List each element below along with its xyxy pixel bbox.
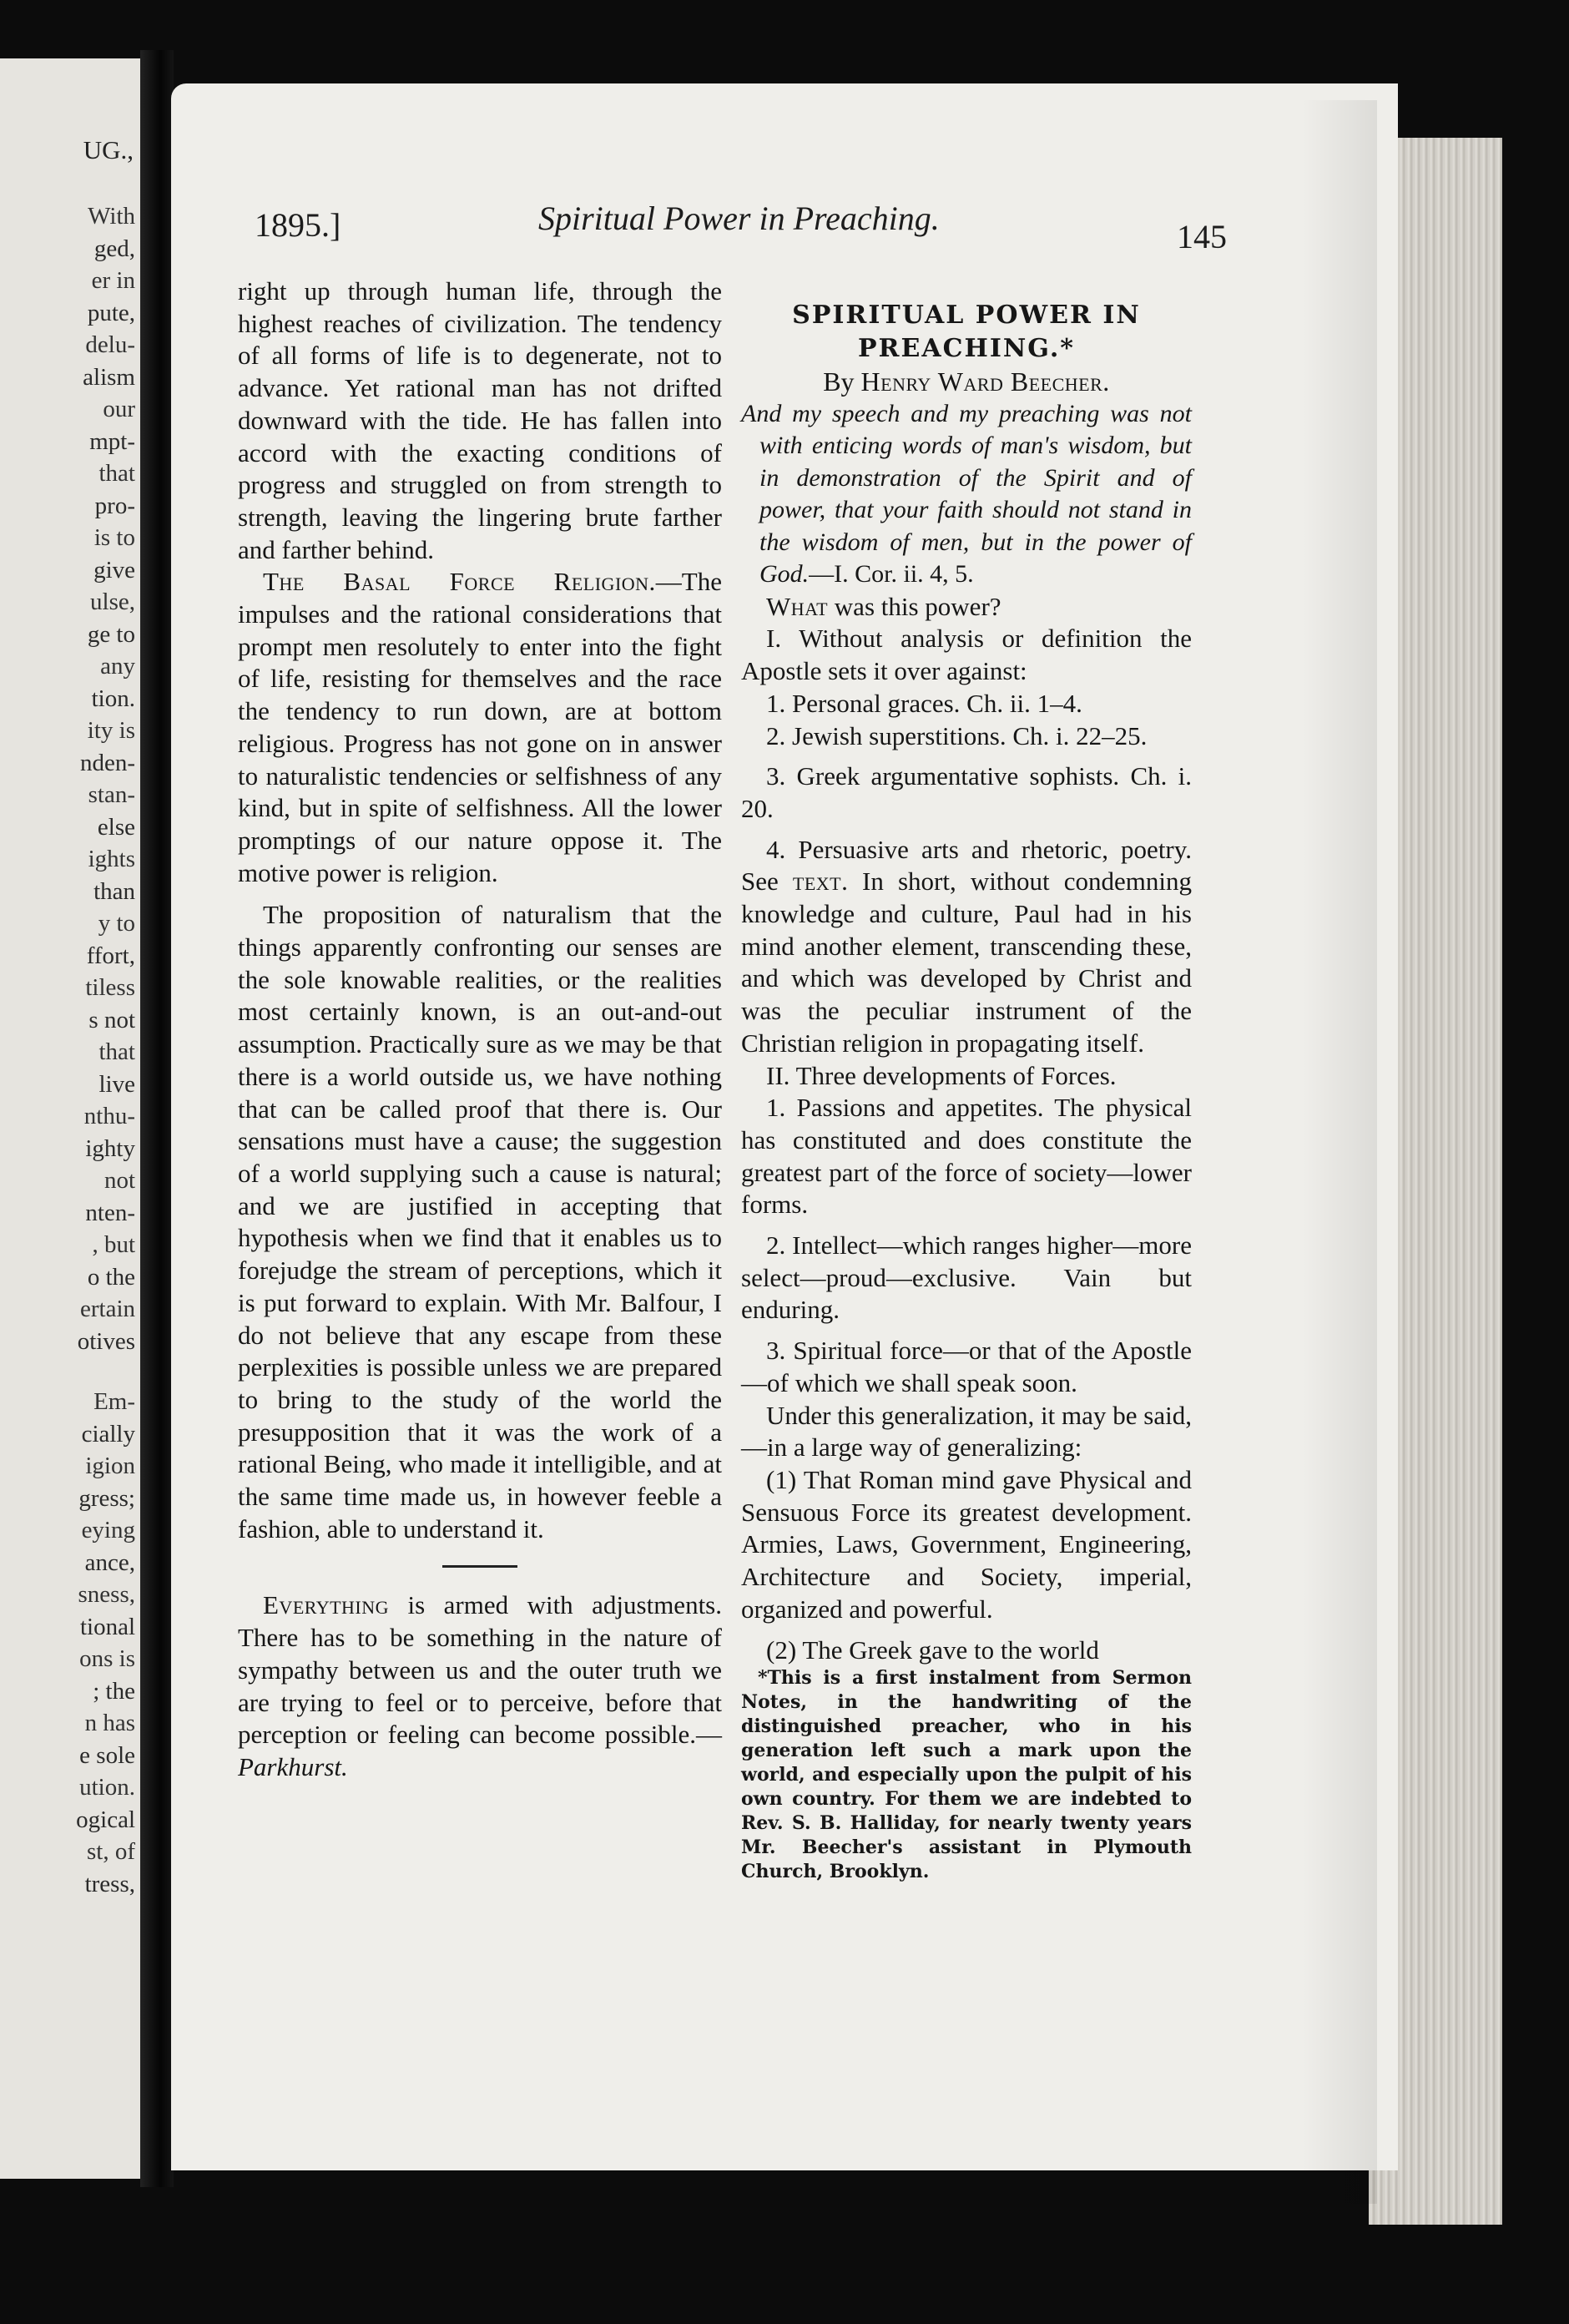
outline-item: 2. Intellect—which ranges higher—more select—proud—exclusive. Vain but enduring. (741, 1230, 1192, 1325)
previous-page-line: Em- (93, 1388, 135, 1415)
previous-page-line: not (103, 1167, 135, 1194)
previous-page-line: mpt- (89, 427, 135, 455)
page-number: 145 (1177, 218, 1227, 255)
running-head-title: Spiritual Power in Preaching. (538, 200, 940, 237)
paragraph-body: was this power? (828, 591, 1001, 621)
previous-page-line: ged, (93, 235, 135, 262)
previous-page-line: is to (93, 524, 135, 551)
epigraph-reference: —I. Cor. ii. 4, 5. (809, 560, 974, 589)
previous-page-line: stan- (88, 781, 135, 808)
footnote: *This is a first instalment from Sermon Notes, in the handwriting of the distinguished preacher, who in his generation left such a mark upon the world, and especially upon the pulpit of his own country. For them we are indebted to Rev. S. B. Halliday, for nearly twenty years Mr. Beecher's assistant in Plymouth Church, Brooklyn. (741, 1667, 1192, 1883)
outline-item: (1) That Roman mind gave Physical and Sensuous Force its greatest development. Armies, Laws, Government, Engineering, Architecture and Society, imperial, organized and powerful. (741, 1464, 1192, 1624)
previous-page-line: alism (83, 363, 135, 391)
previous-page-line: pute, (87, 299, 135, 326)
previous-page-line: that (98, 1038, 135, 1065)
previous-page-line: else (97, 813, 135, 841)
paragraph (741, 591, 1192, 624)
outline-item: II. Three developments of Forces. (766, 1060, 1117, 1090)
paragraph-body: —The impulses and the rational considerations that prompt men resolutely to enter into the fight of life, resisting for themselves and the race the tendency to run down, are at bottom religious. Progress has not gone on in answer to naturalistic tendencies or selfishness of any kind, but in spite of selfishness. All the lower promptings of our nature oppose it. The motive power is religion. (238, 567, 722, 887)
previous-page-line: sness, (78, 1581, 135, 1608)
previous-page-line: nden- (79, 749, 135, 776)
epigraph-text: And my speech and my preaching was not with enticing words of man's wisdom, but in demonstration of the Spirit and of power, that your faith should not stand in the wisdom of men, but in the power of God. (741, 399, 1192, 589)
book-gutter (140, 50, 174, 2187)
byline-by: By (823, 366, 855, 397)
previous-page-line: tiless (85, 974, 135, 1001)
byline (741, 366, 1192, 398)
previous-page-text (76, 200, 135, 1900)
previous-page-line: tional (79, 1613, 135, 1640)
running-head (255, 199, 1227, 255)
previous-page-line: give (93, 556, 135, 584)
outline-text: . In short, without condemning knowledge and culture, Paul had in his mind another element, transcending these, and which was developed by Christ and was the peculiar instrument of the Christian religion in propagating itself. (741, 866, 1192, 1058)
previous-page-line: live (98, 1070, 135, 1098)
previous-page-line: delu- (85, 331, 135, 358)
previous-page-line: tion. (91, 685, 135, 712)
article-title: SPIRITUAL POWER IN PREACHING.* (792, 301, 1141, 363)
outline-item: 1. Passions and appetites. The physical has constituted and does constitute the greatest part of the force of society—lower forms. (741, 1093, 1192, 1220)
previous-page-line: eying (81, 1517, 135, 1543)
left-column (238, 275, 722, 1784)
previous-page-line: With (88, 203, 135, 230)
previous-page-line: ights (88, 846, 135, 872)
previous-page-line: ulse, (90, 589, 135, 615)
outline-item: (2) The Greek gave to the world (766, 1634, 1099, 1665)
separator-rule (442, 1565, 517, 1568)
previous-page-line: than (93, 877, 135, 905)
outline-item: 2. Jewish superstitions. Ch. i. 22–25. (766, 720, 1148, 750)
previous-page (0, 58, 140, 2179)
quotation-body: is armed with adjustments. There has to be something in the nature of sympathy between us and the outer truth we are trying to feel or to perceive, before that perception or feeling can become possible.— (238, 1590, 722, 1750)
previous-page-line: e sole (79, 1741, 135, 1769)
previous-page-line: y to (98, 910, 135, 937)
previous-page-line: nten- (85, 1199, 135, 1226)
paragraph (238, 566, 722, 889)
outline-item: 1. Personal graces. Ch. ii. 1–4. (766, 688, 1082, 718)
previous-page-line: o the (87, 1263, 135, 1291)
previous-page-line: , but (92, 1231, 135, 1258)
running-head-year: 1895.] (255, 206, 341, 244)
previous-page-line: ons is (79, 1645, 135, 1672)
previous-page-line: ffort, (86, 942, 135, 969)
previous-page-line: ; the (93, 1677, 135, 1705)
lead-word: What (766, 591, 829, 621)
right-column (741, 299, 1192, 1884)
paragraph: Under this generalization, it may be said,—in a large way of generalizing: (741, 1400, 1192, 1463)
previous-page-line: otives (77, 1327, 135, 1355)
previous-page-line: ighty (85, 1134, 135, 1162)
outline-item: 3. Spiritual force—or that of the Apostle—of which we shall speak soon. (741, 1336, 1192, 1397)
previous-page-line: er in (91, 267, 135, 294)
previous-page-line: that (98, 460, 135, 487)
previous-page-line: ge to (87, 620, 135, 648)
outline-item: I. Without analysis or definition the Apostle sets it over against: (741, 624, 1192, 686)
previous-page-line: st, of (87, 1838, 135, 1865)
outline-item (741, 834, 1192, 1060)
outline-text-smallcaps: text (792, 866, 842, 897)
outline-item: 3. Greek argumentative sophists. Ch. i. 20. (741, 761, 1192, 823)
previous-page-line: ertain (79, 1296, 135, 1322)
lead-word: Everything (263, 1590, 390, 1620)
previous-page-line: pro- (94, 492, 135, 519)
previous-page-line: ance, (84, 1548, 135, 1576)
outline-text: 4. Persuasive arts and rhetoric, poetry. See (741, 834, 1192, 897)
previous-page-line: tress, (84, 1870, 135, 1897)
previous-page-line: any (100, 653, 135, 680)
paragraph: The proposition of naturalism that the things apparently confronting our senses are the sole knowable realities, or the realities most certainly known, is an out-and-out assumption. Practically sure as we may be that there is a world outside us, we have nothing that can be called proof that there is. Our sensations must have a cause; the suggestion of a world supplying such a cause is natural; and we are justified in accepting that hypothesis when we find that it enables us to forejudge the stream of perceptions, which it is put forward to explain. With Mr. Balfour, I do not believe that any escape from these perplexities is possible unless we are prepared to bring to the study of the world the presupposition that it was the work of a rational Being, who made it intelligible, and at the same time made us, in however feeble a fashion, able to understand it. (238, 900, 722, 1543)
previous-page-line: s not (88, 1006, 135, 1033)
previous-page-line: igion (85, 1452, 135, 1479)
paragraph: right up through human life, through the highest reaches of civilization. The tendency of all forms of life is to degenerate, not to advance. Yet rational man has not drifted downward with the tide. He has fallen into accord with the exacting conditions of progress and struggled on from strength to strength, leaving the lingering brute farther and farther behind. (238, 276, 722, 564)
previous-page-line: gress; (78, 1484, 135, 1512)
previous-page-line: cially (81, 1420, 135, 1447)
previous-page-header: UG., (83, 135, 134, 164)
previous-page-line: n has (84, 1710, 135, 1736)
section-heading: The Basal Force Religion. (263, 567, 656, 597)
epigraph (741, 398, 1192, 591)
page-curve-shadow (1302, 100, 1377, 2204)
previous-page-line: ogical (76, 1806, 135, 1833)
quotation-attribution: Parkhurst. (238, 1751, 348, 1781)
previous-page-line: ity is (87, 717, 135, 744)
previous-page-line: ution. (79, 1774, 135, 1801)
previous-page-line: our (103, 396, 135, 422)
quotation-paragraph (238, 1589, 722, 1783)
author-name: Henry Ward Beecher. (860, 366, 1110, 397)
previous-page-line: nthu- (83, 1103, 135, 1129)
